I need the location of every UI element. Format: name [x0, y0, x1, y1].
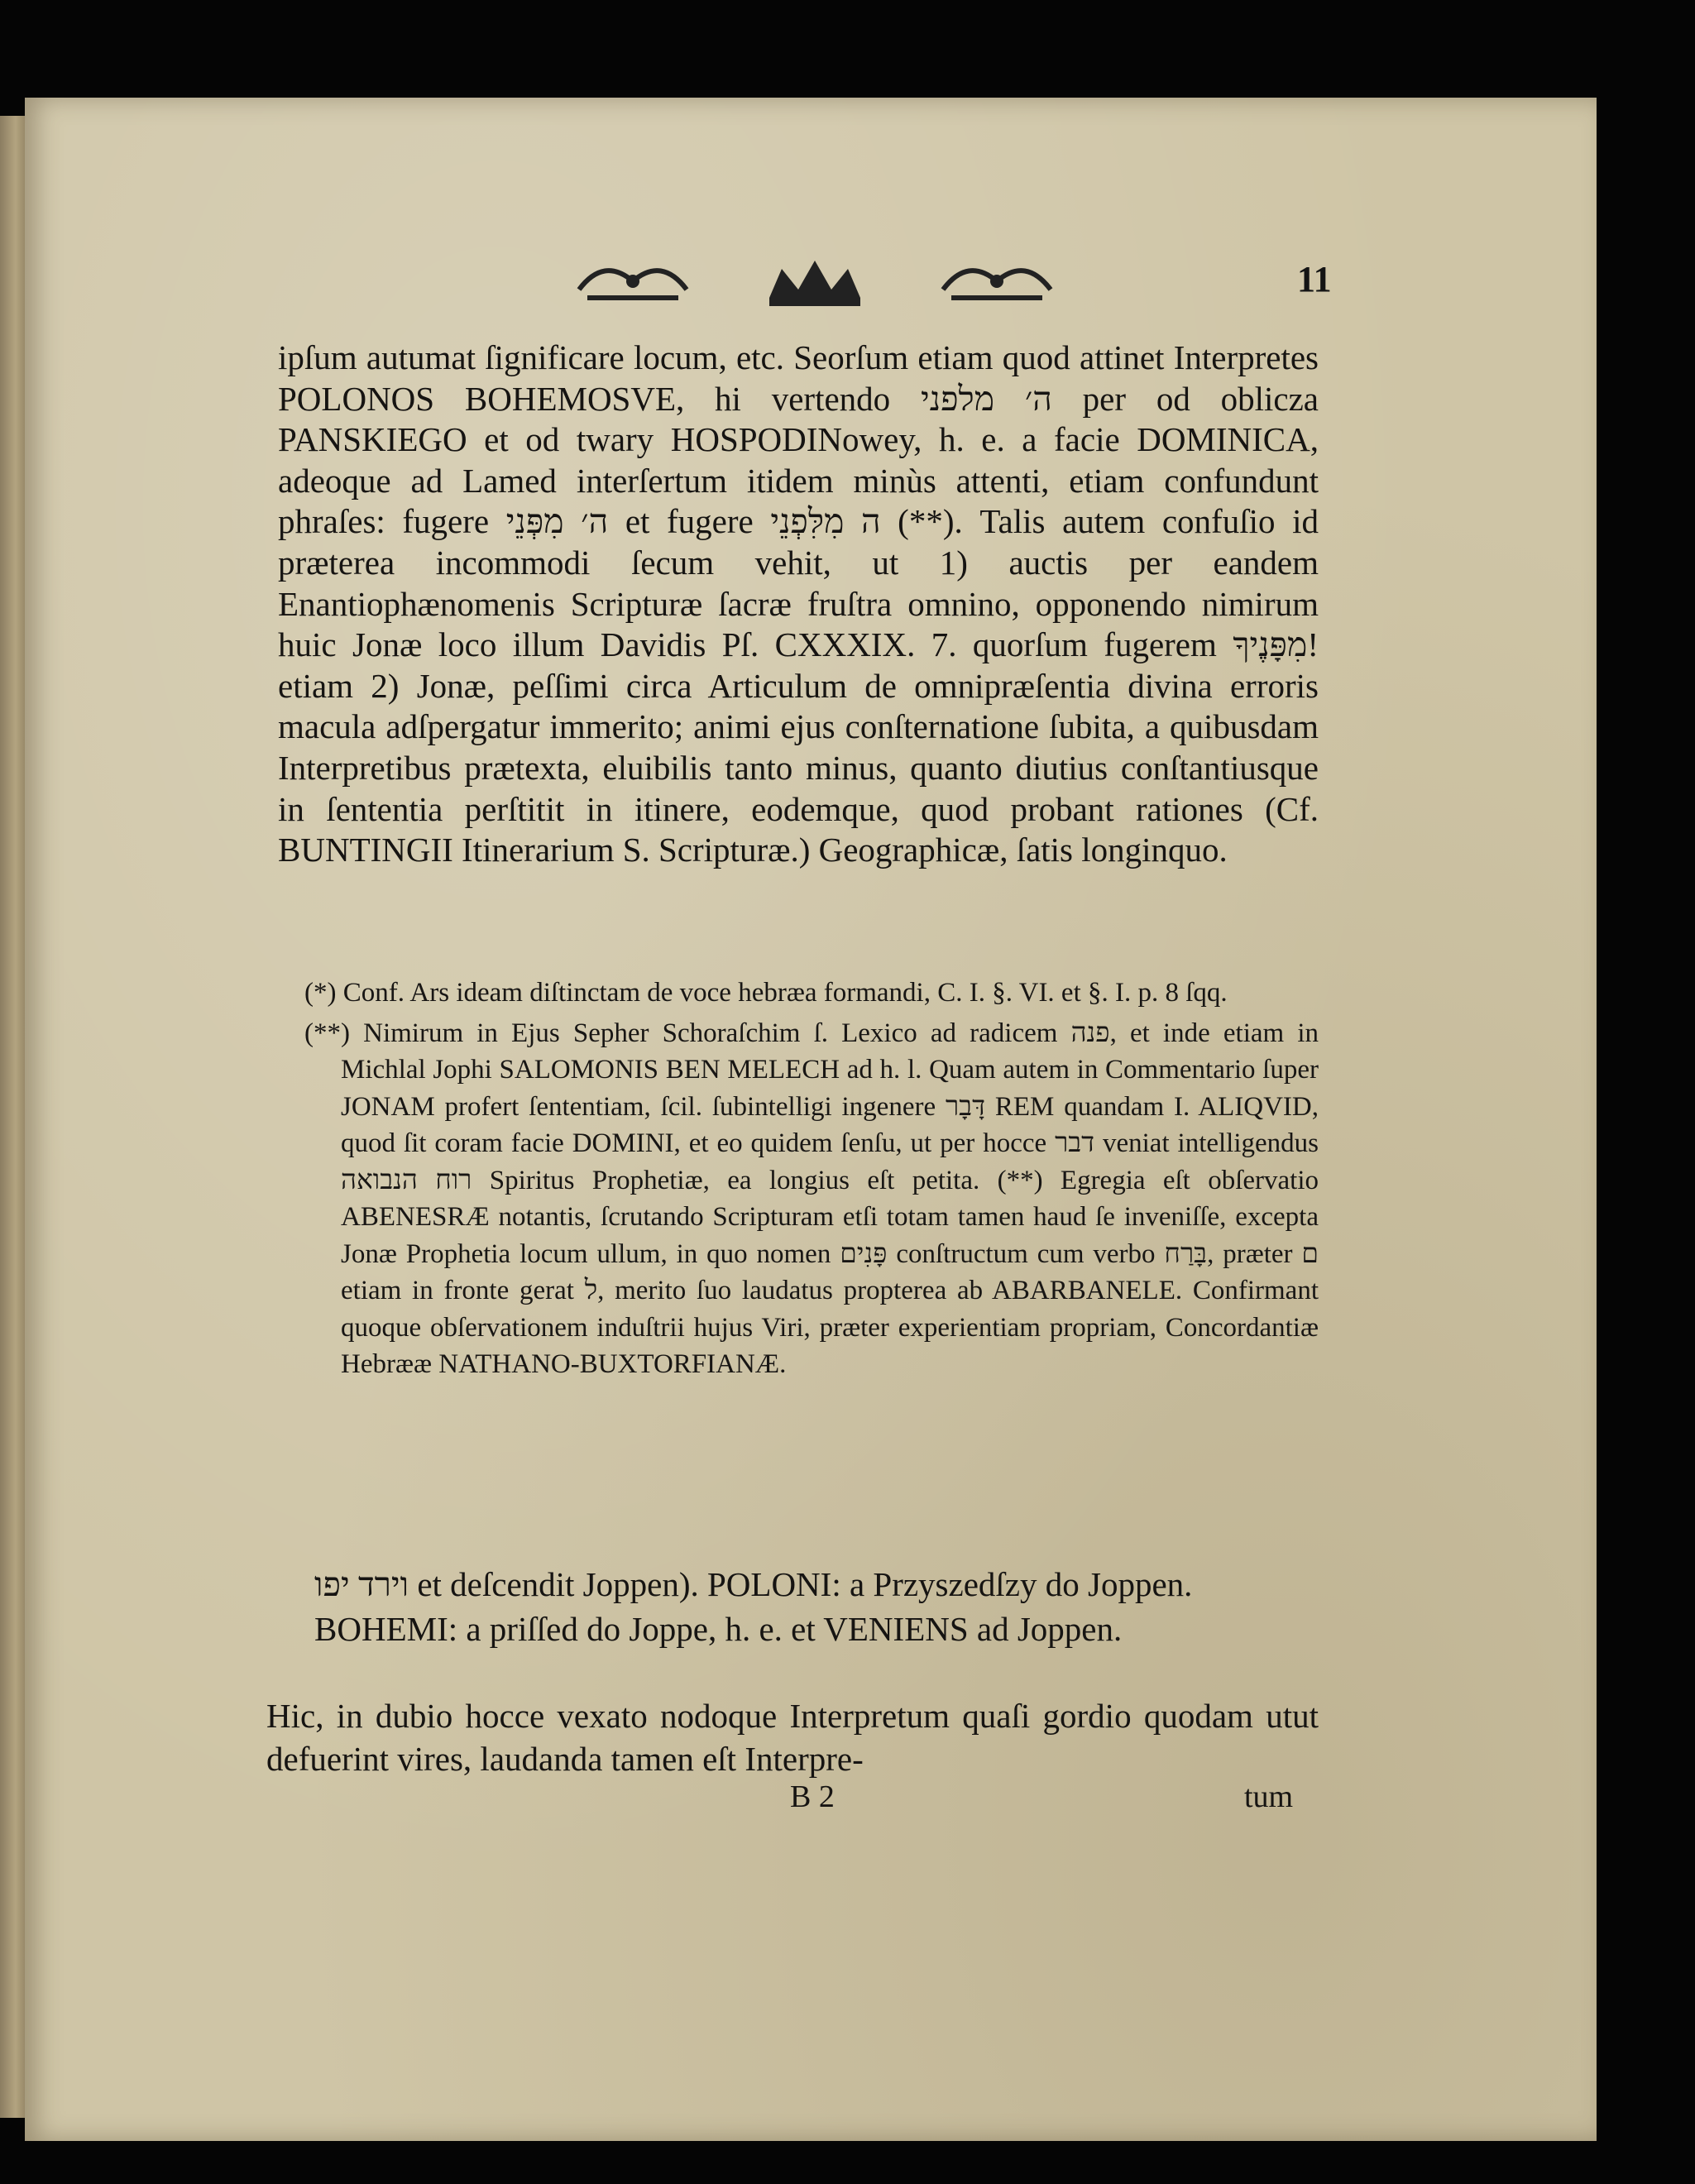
- scroll-ornament-left-icon: [571, 252, 695, 310]
- catchword: tum: [1244, 1779, 1294, 1814]
- signature-mark: B 2: [790, 1779, 835, 1814]
- crown-ornament-icon: [753, 252, 877, 310]
- main-paragraph: [278, 338, 1319, 871]
- final-paragraph-text: Hic, in dubio hocce vexato nodoque Interpretum quaſi gordio quodam utut defuerint vires, laudanda tamen eſt Interpre-: [266, 1697, 1319, 1778]
- page-number: 11: [1297, 259, 1332, 299]
- header-ornament: [571, 248, 1067, 314]
- footnote-1: (*) Conf. Ars ideam diſtinctam de voce hebræa formandi, C. I. §. VI. et §. I. p. 8 ſqq.: [304, 978, 1228, 1008]
- continuation-paragraph: וירד יפו et deſcendit Joppen). POLONI: a Przyszedſzy do Joppen. BOHEMI: a priſſed do Joppe, h. e. et VENIENS ad Joppen.: [314, 1565, 1193, 1648]
- main-paragraph-text: ipſum autumat ſignificare locum, etc. Seorſum etiam quod attinet Interpretes POLONOS BOHEMOSVE, hi vertendo ה׳ מלפני per od oblicza PANSKIEGO et od twary HOSPODINowey, h. e. a facie DOMINICA, adeoque ad Lamed interſertum itidem minùs attenti, etiam confundunt phraſes: fugere ה׳ מִפְּנֵי et fugere ה מִלִּפְנֵי (**). Talis autem confuſio id præterea incommodi ſecum vehit, ut 1) auctis per eandem Enantiophænomenis Scripturæ ſacræ fruſtra omnino, opponendo nimirum huic Jonæ loco illum Davidis Pſ. CXXXIX. 7. quorſum fugerem מִפָּנֶיךָ! etiam 2) Jonæ, peſſimi circa Articulum de omnipræſentia divina erroris macula adſpergatur immerito; animi ejus conſternatione ſubita, a quibusdam Interpretibus prætexta, eluibilis tanto minus, quanto diutius conſtantiusque in ſententia perſtitit in itinere, eodemque, quod probant rationes (Cf. BUNTINGII Itinerarium S. Scripturæ.) Geographicæ, ſatis longinquo.: [278, 338, 1319, 869]
- footnotes: [304, 975, 1319, 1387]
- final-paragraph: [266, 1694, 1319, 1780]
- footnote-2: (**) Nimirum in Ejus Sepher Schoraſchim ſ. Lexico ad radicem פנה, et inde etiam in Michlal Jophi SALOMONIS BEN MELECH ad h. l. Quam autem in Commentario ſuper JONAM profert ſententiam, ſcil. ſubintelligi ingenere דָּבָר REM quandam I. ALIQVID, quod ſit coram facie DOMINI, et eo quidem ſenſu, ut per hocce דבר veniat intelligendus רוח הנבואה Spiritus Prophetiæ, ea longius eſt petita. (**) Egregia eſt obſervatio ABENESRÆ notantis, ſcrutando Scripturam etſi totam tamen haud ſe inveniſſe, excepta Jonæ Prophetia locum ullum, in quo nomen פָּנִים conſtructum cum verbo בָּרַח, præter ם etiam in fronte gerat ל, merito ſuo laudatus propterea ab ABARBANELE. Confirmant quoque obſervationem induſtrii hujus Viri, præter experientiam propriam, Concordantiæ Hebrææ NATHANO-BUXTORFIANÆ.: [304, 1018, 1319, 1379]
- scroll-ornament-right-icon: [935, 252, 1059, 310]
